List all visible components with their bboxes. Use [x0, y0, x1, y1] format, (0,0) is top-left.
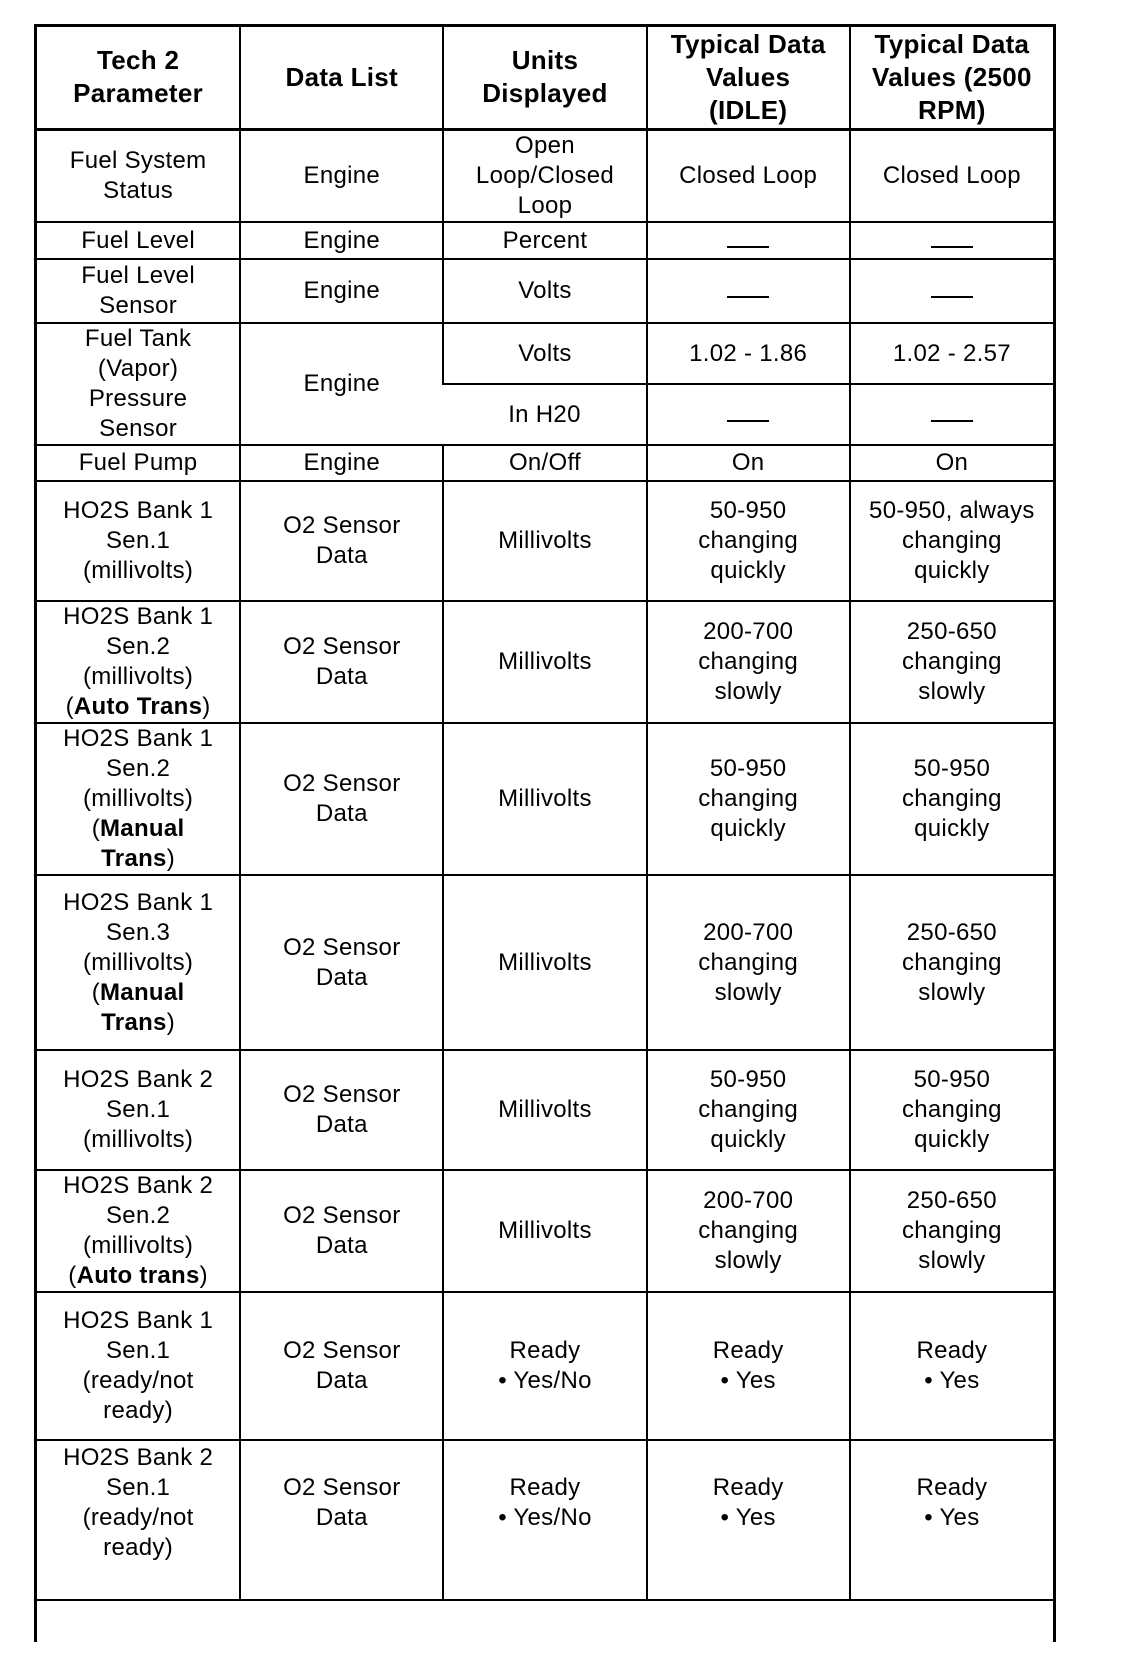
data-list-cell: Engine: [240, 259, 443, 323]
table-row: [37, 1292, 1053, 1440]
table-row: [37, 481, 1053, 601]
units-cell: Volts: [443, 259, 646, 323]
idle-value-cell: 200-700 changing slowly: [647, 601, 850, 723]
idle-value-cell: [647, 259, 850, 323]
data-list-cell: O2 Sensor Data: [240, 1440, 443, 1600]
units-cell: Millivolts: [443, 601, 646, 723]
param-text: HO2S Bank 1 Sen.2 (millivolts): [63, 603, 214, 690]
data-list-cell: O2 Sensor Data: [240, 601, 443, 723]
param-cell: HO2S Bank 2 Sen.1 (ready/not ready): [37, 1440, 240, 1600]
blank-value-line: [931, 419, 973, 422]
param-cell: Fuel Level Sensor: [37, 259, 240, 323]
rpm-value-cell: Closed Loop: [850, 129, 1053, 222]
blank-value-line: [727, 295, 769, 298]
param-cell: HO2S Bank 1 Sen.2 (millivolts) (Manual Trans): [37, 723, 240, 875]
table-row: [37, 723, 1053, 875]
units-cell: Ready • Yes/No: [443, 1292, 646, 1440]
blank-value-line: [727, 245, 769, 248]
transmission-label: Manual Trans: [100, 978, 185, 1036]
rpm-value-cell: 1.02 - 2.57: [850, 323, 1053, 384]
param-cell: Fuel Pump: [37, 445, 240, 481]
table-row: [37, 323, 1053, 384]
param-cell: Fuel Tank (Vapor) Pressure Sensor: [37, 323, 240, 445]
rpm-value-cell: On: [850, 445, 1053, 481]
data-list-cell: Engine: [240, 323, 443, 445]
param-text: HO2S Bank 2 Sen.2 (millivolts): [63, 1172, 214, 1259]
idle-value-cell: [647, 222, 850, 259]
param-text: HO2S Bank 1 Sen.2 (millivolts): [63, 725, 214, 812]
data-list-cell: Engine: [240, 445, 443, 481]
header-units-displayed: Units Displayed: [443, 27, 646, 129]
param-cell: Fuel Level: [37, 222, 240, 259]
param-cell: HO2S Bank 1 Sen.1 (ready/not ready): [37, 1292, 240, 1440]
idle-value-cell: 1.02 - 1.86: [647, 323, 850, 384]
data-list-cell: O2 Sensor Data: [240, 481, 443, 601]
units-cell: Millivolts: [443, 875, 646, 1050]
table-row: [37, 1170, 1053, 1292]
rpm-value-cell: 50-950 changing quickly: [850, 1050, 1053, 1170]
rpm-value-cell: 250-650 changing slowly: [850, 875, 1053, 1050]
units-cell: Open Loop/Closed Loop: [443, 129, 646, 222]
header-data-list: Data List: [240, 27, 443, 129]
units-cell: Ready • Yes/No: [443, 1440, 646, 1600]
units-cell: Millivolts: [443, 723, 646, 875]
blank-value-line: [931, 245, 973, 248]
transmission-label: Auto trans: [76, 1262, 200, 1289]
idle-value-cell: On: [647, 445, 850, 481]
idle-value-cell: 50-950 changing quickly: [647, 723, 850, 875]
idle-value-cell: 50-950 changing quickly: [647, 481, 850, 601]
blank-value-line: [931, 295, 973, 298]
param-cell: HO2S Bank 2 Sen.1 (millivolts): [37, 1050, 240, 1170]
data-list-cell: O2 Sensor Data: [240, 875, 443, 1050]
units-cell: Volts: [443, 323, 646, 384]
table-row: [37, 259, 1053, 323]
rpm-value-cell: 250-650 changing slowly: [850, 1170, 1053, 1292]
data-list-cell: O2 Sensor Data: [240, 1292, 443, 1440]
tech2-parameter-table: [37, 27, 1053, 1601]
rpm-value-cell: [850, 384, 1053, 445]
idle-value-cell: Closed Loop: [647, 129, 850, 222]
idle-value-cell: [647, 384, 850, 445]
transmission-label: Manual Trans: [100, 815, 185, 872]
units-cell: Millivolts: [443, 481, 646, 601]
param-text: HO2S Bank 1 Sen.3 (millivolts): [63, 888, 214, 976]
table-row: [37, 1050, 1053, 1170]
blank-value-line: [727, 419, 769, 422]
units-cell: In H20: [443, 384, 646, 445]
idle-value-cell: 50-950 changing quickly: [647, 1050, 850, 1170]
units-cell: Millivolts: [443, 1050, 646, 1170]
rpm-value-cell: 50-950, always changing quickly: [850, 481, 1053, 601]
param-cell: HO2S Bank 1 Sen.3 (millivolts) (Manual Trans): [37, 875, 240, 1050]
param-cell: HO2S Bank 2 Sen.2 (millivolts) (Auto trans): [37, 1170, 240, 1292]
header-row: [37, 27, 1053, 129]
data-table-frame: [34, 24, 1056, 1642]
rpm-value-cell: Ready • Yes: [850, 1440, 1053, 1600]
data-list-cell: O2 Sensor Data: [240, 1170, 443, 1292]
table-row: [37, 129, 1053, 222]
header-typical-2500rpm: Typical Data Values (2500 RPM): [850, 27, 1053, 129]
param-cell: HO2S Bank 1 Sen.2 (millivolts) (Auto Trans): [37, 601, 240, 723]
idle-value-cell: Ready • Yes: [647, 1440, 850, 1600]
data-list-cell: Engine: [240, 222, 443, 259]
header-typical-idle: Typical Data Values (IDLE): [647, 27, 850, 129]
param-cell: HO2S Bank 1 Sen.1 (millivolts): [37, 481, 240, 601]
units-cell: Percent: [443, 222, 646, 259]
table-row: [37, 222, 1053, 259]
rpm-value-cell: 250-650 changing slowly: [850, 601, 1053, 723]
data-list-cell: O2 Sensor Data: [240, 1050, 443, 1170]
param-cell: Fuel System Status: [37, 129, 240, 222]
header-tech2-parameter: Tech 2 Parameter: [37, 27, 240, 129]
table-row: [37, 875, 1053, 1050]
idle-value-cell: 200-700 changing slowly: [647, 875, 850, 1050]
table-row: [37, 601, 1053, 723]
units-cell: On/Off: [443, 445, 646, 481]
rpm-value-cell: Ready • Yes: [850, 1292, 1053, 1440]
rpm-value-cell: [850, 222, 1053, 259]
data-list-cell: O2 Sensor Data: [240, 723, 443, 875]
idle-value-cell: Ready • Yes: [647, 1292, 850, 1440]
data-list-cell: Engine: [240, 129, 443, 222]
transmission-label: Auto Trans: [73, 693, 203, 720]
rpm-value-cell: 50-950 changing quickly: [850, 723, 1053, 875]
units-cell: Millivolts: [443, 1170, 646, 1292]
rpm-value-cell: [850, 259, 1053, 323]
idle-value-cell: 200-700 changing slowly: [647, 1170, 850, 1292]
table-row: [37, 1440, 1053, 1600]
table-row: [37, 445, 1053, 481]
